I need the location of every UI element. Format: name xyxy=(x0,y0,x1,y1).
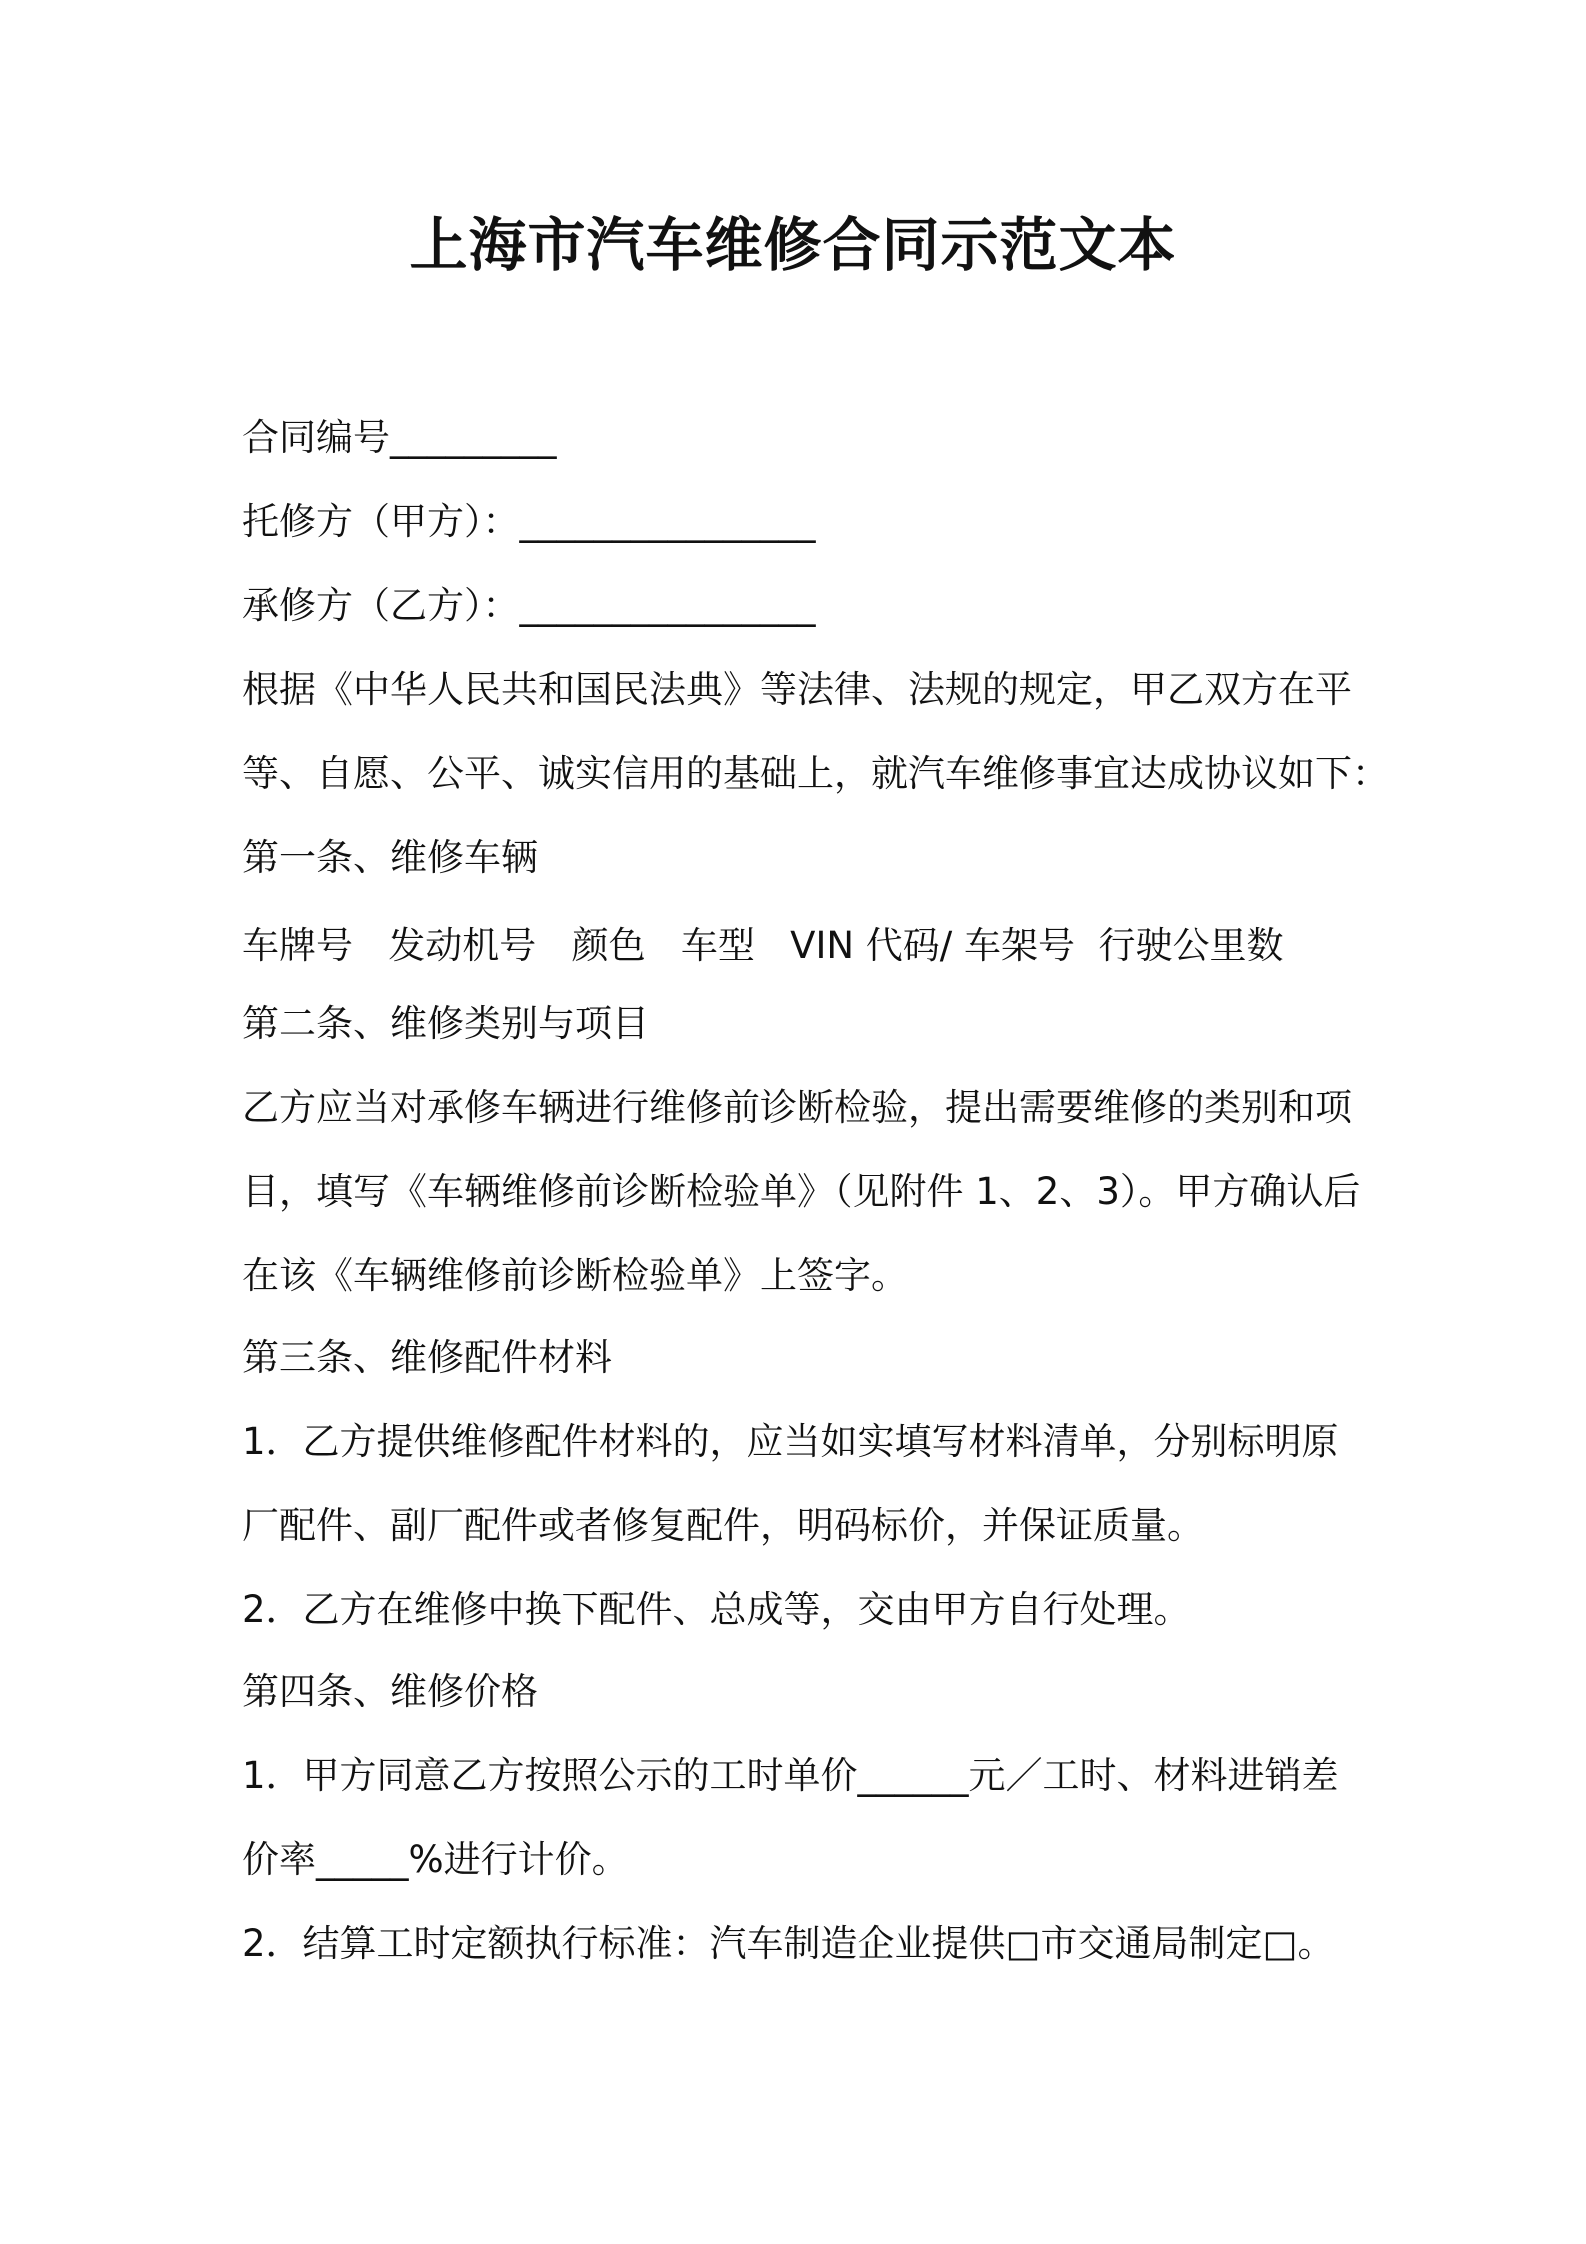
article-3-item-2: 2．乙方在维修中换下配件、总成等，交由甲方自行处理。 xyxy=(242,1588,1191,1631)
article-3-item-1-line-2: 厂配件、副厂配件或者修复配件，明码标价，并保证质量。 xyxy=(242,1504,1204,1547)
contract-number-line: 合同编号_________ xyxy=(242,416,557,459)
article-2-line-2: 目，填写《车辆维修前诊断检验单》（见附件 1、2、3）。甲方确认后 xyxy=(242,1170,1361,1213)
article-2-line-3: 在该《车辆维修前诊断检验单》上签字。 xyxy=(242,1254,908,1297)
document-title: 上海市汽车维修合同示范文本 xyxy=(409,211,1177,279)
article-3-heading: 第三条、维修配件材料 xyxy=(242,1336,612,1379)
preamble-line-1: 根据《中华人民共和国民法典》等法律、法规的规定，甲乙双方在平 xyxy=(242,668,1352,711)
preamble-line-2: 等、自愿、公平、诚实信用的基础上，就汽车维修事宜达成协议如下： xyxy=(242,752,1389,795)
party-b-line: 承修方（乙方）：________________ xyxy=(242,584,816,627)
article-3-item-1-line-1: 1．乙方提供维修配件材料的，应当如实填写材料清单，分别标明原 xyxy=(242,1420,1339,1463)
article-4-item-1-line-1: 1．甲方同意乙方按照公示的工时单价______元／工时、材料进销差 xyxy=(242,1754,1339,1797)
party-a-line: 托修方（甲方）：________________ xyxy=(242,500,816,543)
article-2-line-1: 乙方应当对承修车辆进行维修前诊断检验，提出需要维修的类别和项 xyxy=(242,1086,1352,1129)
vehicle-fields-line: 车牌号 发动机号 颜色 车型 VIN 代码/ 车架号 行驶公里数 xyxy=(242,924,1284,967)
article-1-heading: 第一条、维修车辆 xyxy=(242,836,538,879)
article-4-item-2: 2．结算工时定额执行标准：汽车制造企业提供□市交通局制定□。 xyxy=(242,1922,1335,1965)
article-4-heading: 第四条、维修价格 xyxy=(242,1670,538,1713)
article-2-heading: 第二条、维修类别与项目 xyxy=(242,1002,649,1045)
article-4-item-1-line-2: 价率_____%进行计价。 xyxy=(242,1838,629,1881)
